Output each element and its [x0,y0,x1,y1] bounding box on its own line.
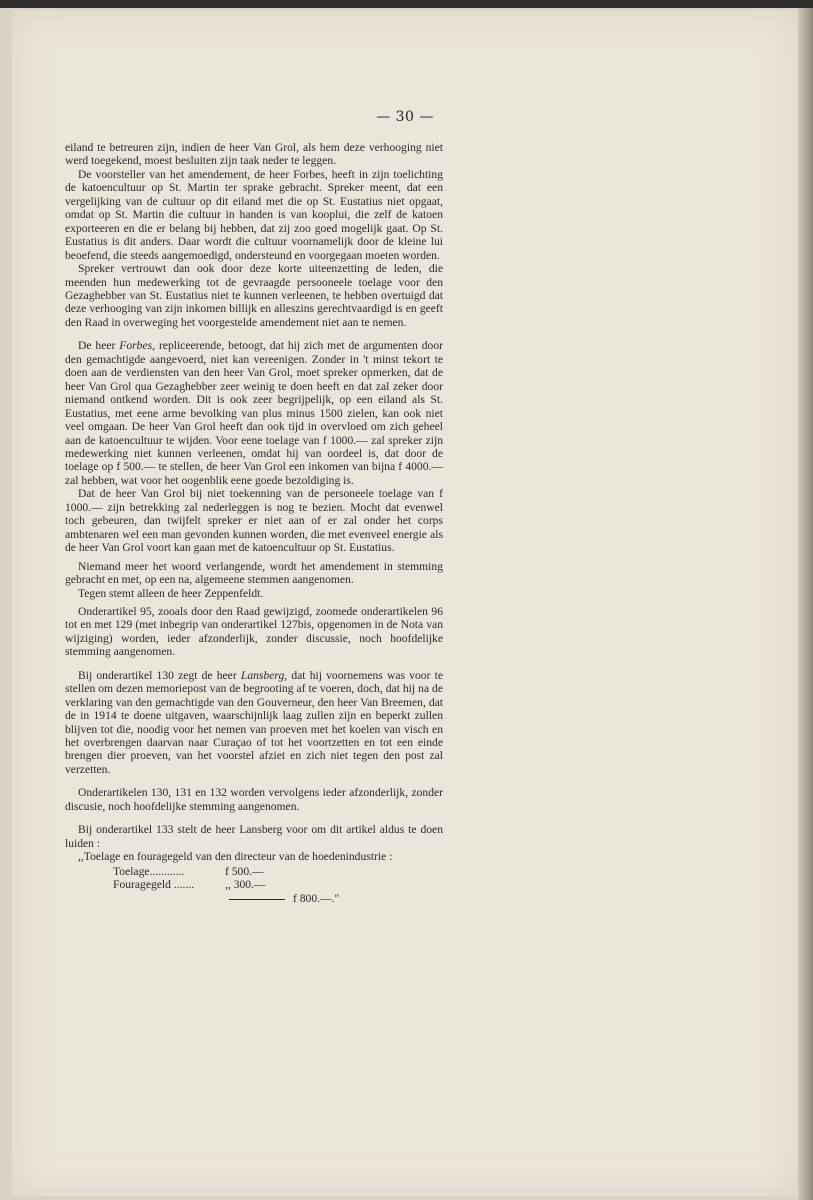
paragraph [65,339,443,487]
paragraph: eiland te betreuren zijn, indien de heer Van Grol, als hem deze verhooging niet werd toegekend, moest besluiten zijn taak neder te leggen. [65,141,443,168]
body-text [65,141,443,905]
budget-amount: f 500.— [225,864,264,878]
paragraph [65,669,443,777]
budget-total: f 800.—." [293,891,340,905]
paragraph: Dat de heer Van Grol bij niet toekenning van de personeele toelage van f 1000.— zijn betrekking zal nederleggen is nog te bezien. Mocht dat evenwel toch gebeuren, dan twijfelt spreker er niet aan of er zal onder het corps ambtenaren wel een man gevonden kunnen worden, die met evenveel energie als de heer Van Grol voort kan gaan met de katoencultuur op St. Eustatius. [65,487,443,555]
paragraph: ,,Toelage en fouragegeld van den directeur van de hoedenindustrie : [78,850,393,864]
scanner-top-edge [0,0,813,8]
budget-label: Fouragegeld ....... [113,878,195,892]
paragraph-lead: Bij onderartikel 130 zegt de heer [78,668,237,682]
paragraph: Onderartikelen 130, 131 en 132 worden vervolgens ieder afzonderlijk, zonder discusie, noch hoofdelijke stemming aangenomen. [65,786,443,813]
paragraph: Tegen stemt alleen de heer Zeppenfeldt. [78,586,264,600]
page-edge [798,8,813,1200]
budget-table [65,865,443,905]
total-rule [229,899,285,900]
paragraph: Niemand meer het woord verlangende, wordt het amendement in stemming gebracht en met, op een na, algemeene stemmen aangenomen. [65,559,443,587]
paragraph-lead: De heer [78,339,116,353]
speaker-name: Lansberg, [240,668,288,682]
speaker-name: Forbes, [119,339,156,353]
paragraph: Bij onderartikel 133 stelt de heer Lansberg voor om dit artikel aldus te doen luiden : [65,823,443,850]
page-number: — 30 — [376,109,434,125]
budget-row [65,865,443,878]
budget-amount: ,, 300.— [225,878,266,892]
document-page [12,10,798,1196]
paragraph-body: dat hij voornemens was voor te stellen om dezen memoriepost van de begrooting af te voeren, doch, dat hij na de verklaring van den gemachtigde van den Gouverneur, den heer Van Breemen, dat de in 1914 te doene uitgaven, waarschijnlijk laag zullen zijn en beperkt zullen blijven tot die, noodig voor het nemen van proeven met het koelen van visch en het overbrengen daarvan naar Curaçao of tot het voortzetten en tot een einde brengen dier proeven, van het voorstel afziet en zich niet tegen den post zal verzetten. [65,668,443,776]
paragraph-body: repliceerende, betoogt, dat hij zich met de argumenten door den gemachtigde aangevoerd, niet kan vereenigen. Zonder in 't minst tekort te doen aan de verdiensten van den heer Van Grol, moet spreker opmerken, dat de heer Van Grol qua Gezaghebber zeer weinig te doen heeft en dat zal zeker door niemand ontkend worden. Dit is ook zeer begrijpelijk, op een eiland als St. Eustatius, met eene arme bevolking van plus minus 1500 zielen, kan ook niet veel omgaan. De heer Van Grol heeft dan ook tijd in overvloed om zich geheel aan de katoencultuur te wijden. Voor eene toelage van f 1000.— zal spreker zijn medewerking niet kunnen verleenen, omdat hij van oordeel is, dat door de toelage op f 500.— te stellen, de heer Van Grol een inkomen van bijna f 4000.— zal hebben, wat voor het oogenblik eene goede bezoldiging is. [65,339,443,487]
budget-total-row [65,892,443,905]
paragraph: De voorsteller van het amendement, de heer Forbes, heeft in zijn toelichting de katoencultuur op St. Martin ter sprake gebracht. Spreker meent, dat een vergelijking van de cultuur op dit eiland met die op St. Eustatius niet opgaat, omdat op St. Martin die cultuur in handen is van kooplui, die zelf de katoen exporteeren en die er belang bij hebben, dat zij zoo goed mogelijk gaat. Op St. Eustatius is dit anders. Daar wordt die cultuur voornamelijk door de kleine lui beoefend, die steeds aangemoedigd, ondersteund en voorgegaan moeten worden. [65,167,443,262]
paragraph: Spreker vertrouwt dan ook door deze korte uiteenzetting de leden, die meenden hun medewerking tot de gevraagde persooneele toelage voor den Gezaghebber van St. Eustatius niet te kunnen verleenen, te hebben overtuigd dat deze verhooging van zijn inkomen billijk en alleszins gerechtvaardigd is en geeft den Raad in overweging het voorgestelde amendement niet aan te nemen. [65,262,443,329]
budget-label: Toelage............ [113,864,185,878]
paragraph: Onderartikel 95, zooals door den Raad gewijzigd, zoomede onderartikelen 96 tot en met 129 (met inbegrip van onderartikel 127bis, opgenomen in de Nota van wijziging) worden, ieder afzonderlijk, zonder discussie, noch hoofdelijke stemming aangenomen. [65,604,443,659]
budget-row [65,878,443,891]
